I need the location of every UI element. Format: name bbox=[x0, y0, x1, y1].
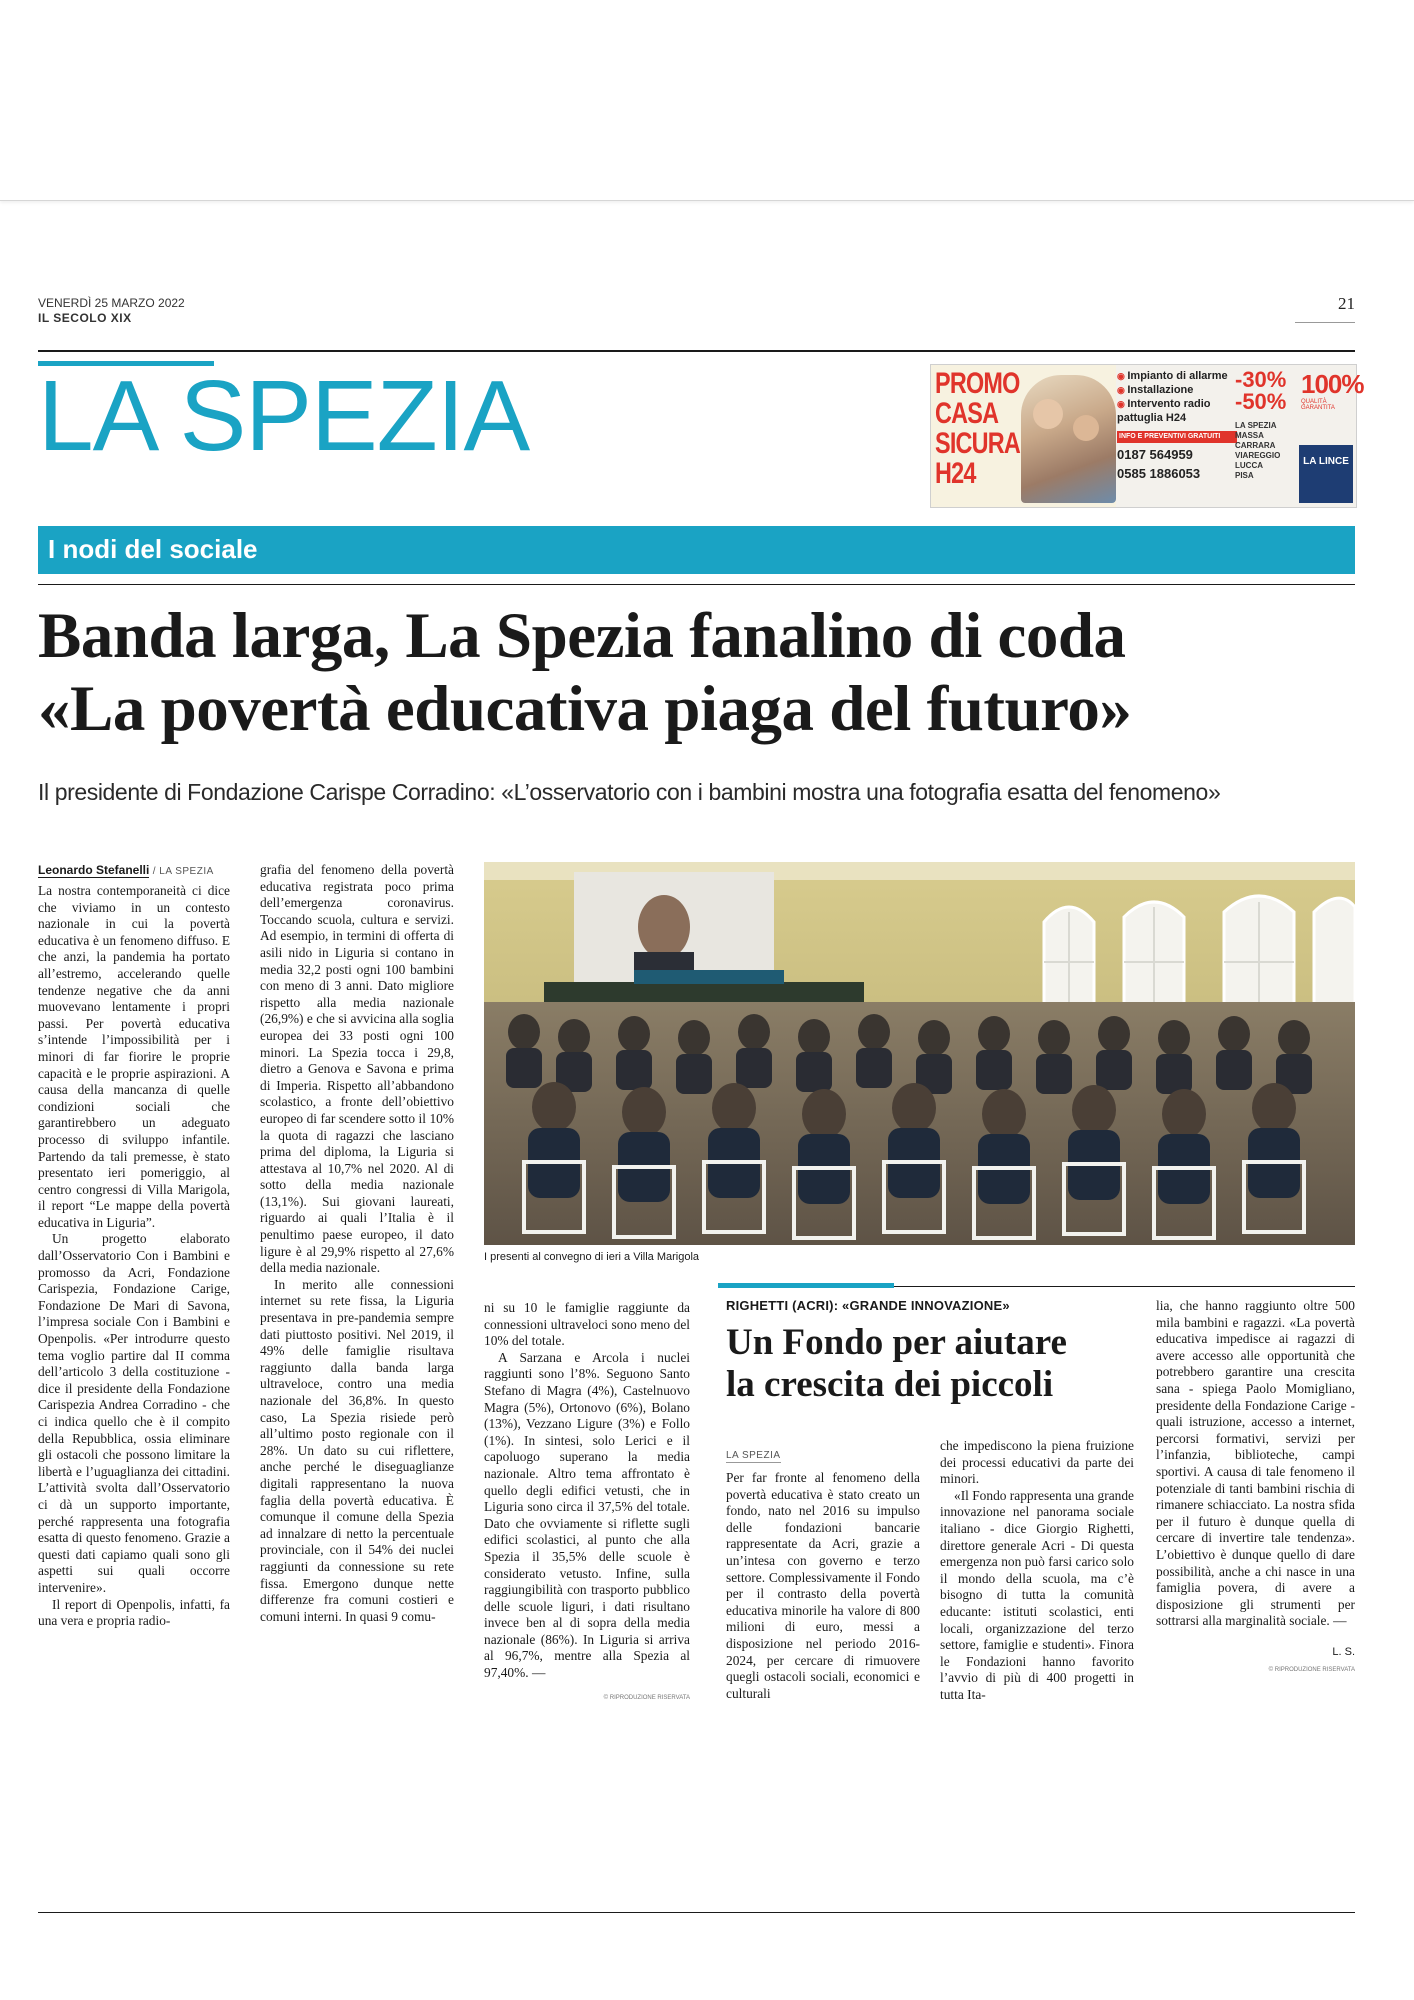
sidebar-column-2 bbox=[940, 1438, 1134, 1704]
ad-quality-sub: QUALITÀ GARANTITA bbox=[1301, 399, 1335, 411]
sidebar-column-3 bbox=[1156, 1298, 1355, 1679]
headline-rule bbox=[38, 584, 1355, 585]
paragraph: La nostra contemporaneità ci dice che viviamo in un contesto nazionale in cui la povertà educativa è un fenomeno diffuso. E che anzi, la pandemia ha portato all’estremo, accelerando quelle tendenze negative che da anni muovevano lentamente i propri passi. Per povertà educativa s’intende l’impossibilità per i minori di far fiorire le proprie capacità e le proprie aspirazioni. A causa della mancanza di quelle condizioni sociali che garantirebbero un adeguato processo di sviluppo infantile. Partendo da tali premesse, è stato presentato ieri pomeriggio, al centro congressi di Villa Marigola, il report “Le mappe della povertà educativa in Liguria”. bbox=[38, 883, 230, 1230]
author-name: Leonardo Stefanelli bbox=[38, 863, 150, 877]
paragraph: «Il Fondo rappresenta una grande innovazione nel panorama sociale italiano - dice Giorgio Righetti, direttore generale Acri - Di questa emergenza non può farsi carico solo il mondo della scuola, ma c’è bisogno di tutta la comunità educante: istituti scolastici, enti locali, organizzazione del terzo settore, famiglie e studenti». Finora le Fondazioni hanno favorito l’avvio di più di 400 progetti in tutta Ita- bbox=[940, 1487, 1134, 1702]
headline-line: «La povertà educativa piaga del futuro» bbox=[38, 673, 1132, 745]
page-number: 21 bbox=[1338, 294, 1355, 313]
paragraph: Per far fronte al fenomeno della povertà educativa è stato creato un fondo, nato nel 2016 su impulso delle fondazioni bancarie rappresentate da Acri, grazie a un’intesa con governo e terzo settore. Complessivamente il Fondo per il contrasto della povertà educativa minorile ha valore di 800 milioni di euro, messi a disposizione nel periodo 2016-2024, per cercare di rimuovere quegli ostacoli sociali, economici e culturali bbox=[726, 1470, 920, 1701]
article-subheadline: Il presidente di Fondazione Carispe Corradino: «L’osservatorio con i bambini mostra una fotografia esatta del fenomeno» bbox=[38, 779, 1221, 805]
copyright-note: © RIPRODUZIONE RISERVATA bbox=[1268, 1667, 1355, 1674]
sidebar-accent-line bbox=[718, 1283, 894, 1288]
headline-line: la crescita dei piccoli bbox=[726, 1364, 1054, 1405]
ad-promo-panel bbox=[931, 365, 1116, 507]
section-title: LA SPEZIA bbox=[38, 360, 530, 472]
paragraph: ni su 10 le famiglie raggiunte da connessioni ultraveloci sono meno del 10% del totale. bbox=[484, 1300, 690, 1349]
phone-icon-number: 0187 564959 bbox=[1117, 447, 1193, 462]
article-column-2 bbox=[260, 862, 454, 1625]
page-number-rule bbox=[1295, 322, 1355, 323]
sidebar-kicker: RIGHETTI (ACRI): «GRANDE INNOVAZIONE» bbox=[726, 1298, 1010, 1313]
article-headline bbox=[38, 600, 1355, 746]
byline-location: / LA SPEZIA bbox=[152, 866, 214, 877]
ad-discount: -50% bbox=[1235, 389, 1287, 414]
ad-services bbox=[1117, 369, 1237, 481]
paragraph: A Sarzana e Arcola i nuclei raggiunti sono l’8%. Seguono Santo Stefano di Magra (4%), Castelnuovo Magra (5%), Ortonovo (6%), Bolano (13%), Vezzano Ligure (3%) e Follo (1%). In sintesi, solo Lerici e il capoluogo superano la media nazionale. Altro tema affrontato è quello degli edifici vetusti, che in Liguria sono circa il 37,5% del totale. Dato che ovviamente si riflette sugli edifici scolastici, al punto che alla Spezia il 35,5% delle scuole è considerato vetusto. Infine, sulla raggiungibilità con trasporto pubblico delle scuole liguri, i dati risultano invece ben al di sopra della media nazionale (86%). In Liguria si arriva al 96,7%, mentre alla Spezia al 97,40%. — bbox=[484, 1349, 690, 1681]
section-band bbox=[38, 526, 1355, 574]
conference-photo bbox=[484, 862, 1355, 1245]
paragraph: In merito alle connessioni internet su rete fissa, la Liguria presentava in pre-pandemia sempre dati piuttosto positivi. Nel 2019, il 49% delle famiglie risultava raggiunto dalla banda larga ultraveloce, contro una media nazionale del 36,8%. In questo caso, La Spezia risiede però all’ultimo posto regionale con il 28%. Un dato su cui riflettere, anche perché le diseguaglianze digitali rappresentano la nuova faglia della povertà educativa. È comunque il comune della Spezia ad innalzare di netto la percentuale provinciale, con il 54% dei nuclei raggiunti da connessione su rete fissa. Emergono dunque nette differenze fra comuni costieri e comuni interni. In quasi 9 comu- bbox=[260, 1276, 454, 1624]
sidebar-headline bbox=[726, 1322, 1126, 1406]
byline bbox=[38, 862, 230, 880]
paragraph: che impediscono la piena fruizione dei processi educativi da parte dei minori. bbox=[940, 1438, 1134, 1487]
advertisement[interactable] bbox=[930, 364, 1364, 508]
article-column-1 bbox=[38, 862, 230, 1630]
paragraph: grafia del fenomeno della povertà educativa registrata poco prima dell’emergenza coronavirus. Toccando scuola, cultura e servizi. Ad esempio, in termini di offerta di asili nido in Liguria si contano in media 32,2 posti ogni 100 bambini con meno di 3 anni. Dato migliore rispetto alla media nazionale (26,9%) e che si avvicina alla soglia europea dei 33 posti ogni 100 minori. La Spezia tocca i 29,8, dietro a Genova e Savona e prima di Imperia. Rispetto all’abbandono scolastico, a fronte dell’obiettivo europeo di far scendere sotto il 10% la quota di ragazzi che lasciano prima del diploma, la Liguria si attestava al 10,7% nel 2020. Al di sotto della media nazionale (13,1%). Sui giovani laureati, riguardo ai quali l’Italia è il penultimo paese europeo, il dato ligure è al 29,9% rispetto al 27,6% della media nazionale. bbox=[260, 862, 454, 1276]
ad-brand-panel bbox=[1297, 365, 1364, 507]
ad-promo-text: PROMO CASA SICURA H24 bbox=[935, 367, 1021, 490]
article-column-3 bbox=[484, 1300, 690, 1706]
sidebar-column-1 bbox=[726, 1470, 920, 1702]
copyright-note: © RIPRODUZIONE RISERVATA bbox=[603, 1694, 690, 1701]
ad-free-note: INFO E PREVENTIVI GRATUITI bbox=[1117, 431, 1237, 443]
author-initials: L. S. bbox=[1332, 1645, 1355, 1658]
ad-brand-logo: LA LINCE bbox=[1299, 445, 1353, 503]
top-rule bbox=[38, 350, 1355, 352]
sidebar-location: LA SPEZIA bbox=[726, 1450, 781, 1461]
ad-service: ◉ Impianto di allarme bbox=[1117, 369, 1237, 383]
newspaper-name: IL SECOLO XIX bbox=[38, 311, 132, 325]
ad-quality-badge: 100% bbox=[1301, 369, 1364, 399]
ad-discounts bbox=[1235, 369, 1293, 481]
ad-cities: LA SPEZIA MASSA CARRARA VIAREGGIO LUCCA PISA bbox=[1235, 421, 1281, 480]
section-band-label: I nodi del sociale bbox=[48, 534, 258, 564]
ad-phone-number: 0585 1886053 bbox=[1117, 466, 1201, 481]
headline-line: Banda larga, La Spezia fanalino di coda bbox=[38, 600, 1126, 672]
ad-discount: -30% bbox=[1235, 367, 1287, 392]
headline-line: Un Fondo per aiutare bbox=[726, 1322, 1067, 1363]
paragraph: lia, che hanno raggiunto oltre 500 mila bambini e ragazzi. «La povertà educativa impedisce ai ragazzi di avere accesso alle opportunità che potrebbero garantire una crescita sana - spiega Paolo Momigliano, presidente della Fondazione Carige - quali istruzione, accesso a internet, percorsi formativi, servizi per l’infanzia, biblioteche, campi sportivi. A causa di tale fenomeno il potenziale di tanti bambini rischia di rimanere schiacciato. La nostra sfida per il futuro è dunque quella di cercare di invertire tale tendenza». L’obiettivo è dunque quello di dare possibilità, anche a chi nasce in una famiglia povera, di avere a disposizione gli strumenti per sottrarsi alla marginalità sociale. — bbox=[1156, 1298, 1355, 1629]
viewer-top-bar bbox=[0, 0, 1414, 201]
conference-hall-illustration bbox=[484, 862, 1355, 1245]
bottom-rule bbox=[38, 1912, 1355, 1913]
paragraph: Un progetto elaborato dall’Osservatorio Con i Bambini e promosso da Acri, Fondazione Carispezia, Fondazione Carige, Fondazione De Mari di Savona, l’impresa sociale Con i Bambini e Openpolis. «Per introdurre questo tema voglio partire dal II comma dell’articolo 3 della costituzione - dice il presidente della Fondazione Carispezia Andrea Corradino - che ci indica quello che è il compito della Repubblica, ossia eliminare gli ostacoli che possono limitare la libertà e l’uguaglianza dei cittadini. L’attività svolta dall’Osservatorio ci dà un supporto importante, perché rappresenta una fotografia esatta di questo fenomeno. Grazie a questi dati capiamo quali sono gli aspetti sui quali occorre intervenire». bbox=[38, 1231, 230, 1595]
masthead bbox=[38, 296, 185, 326]
issue-date: VENERDÌ 25 MARZO 2022 bbox=[38, 296, 185, 310]
ad-service: ◉ Intervento radio pattuglia H24 bbox=[1117, 397, 1237, 425]
newspaper-page bbox=[38, 200, 1364, 2000]
ad-service: ◉ Installazione bbox=[1117, 383, 1237, 397]
paragraph: Il report di Openpolis, infatti, fa una vera e propria radio- bbox=[38, 1596, 230, 1629]
photo-caption: I presenti al convegno di ieri a Villa Marigola bbox=[484, 1251, 700, 1263]
ad-family-photo bbox=[1021, 375, 1116, 503]
